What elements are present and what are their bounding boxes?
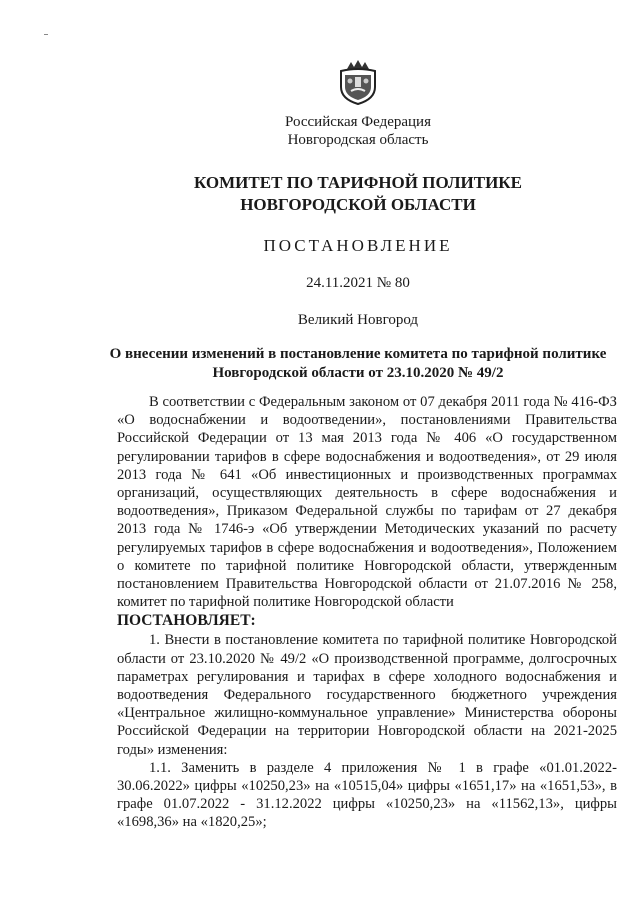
date-number: 24.11.2021 № 80 bbox=[306, 275, 410, 291]
header-country: Российская Федерация bbox=[285, 114, 431, 130]
document-type: ПОСТАНОВЛЕНИЕ bbox=[263, 236, 453, 255]
item-1-1-paragraph: 1.1. Заменить в разделе 4 приложения № 1 в графе «01.01.2022-30.06.2022» цифры «10250,23» на «10515,04» цифры «1651,17» на «1651,53», в графе 01.07.2022 - 31.12.2022 цифры «10250,23» на «11562,13», цифры «1698,36» на «1820,25»; bbox=[117, 759, 617, 831]
subject-text: О внесении изменений в постановление комитета по тарифной политике Новгородской области от 23.10.2020 № 49/2 bbox=[109, 346, 607, 381]
coat-of-arms-icon bbox=[333, 57, 383, 107]
decree-word: ПОСТАНОВЛЯЕТ: bbox=[117, 612, 256, 630]
committee-title bbox=[38, 172, 640, 216]
subject bbox=[38, 345, 640, 383]
place: Великий Новгород bbox=[297, 312, 419, 328]
scan-mark bbox=[44, 34, 48, 35]
header-region: Новгородская область bbox=[287, 132, 429, 148]
item-1-paragraph: 1. Внести в постановление комитета по тарифной политике Новгородской области от 23.10.2020 № 49/2 «О производственной программе, долгосрочных параметрах регулирования и тарифах в сфере холодного водоснабжения и водоотведения Федерального государственного бюджетного учреждения «Центральное жилищно-коммунальное управление» Министерства обороны Российской Федерации на территории Новгородской области на 2021-2025 годы» изменения: bbox=[117, 632, 617, 758]
preamble-paragraph: В соответствии с Федеральным законом от 07 декабря 2011 года № 416-ФЗ «О водоснабжении и водоотведении», постановлениями Правительства Российской Федерации от 13 мая 2013 года № 406 «О государственном регулировании тарифов в сфере водоснабжения и водоотведения», от 29 июля 2013 года № 641 «Об инвестиционных и производственных программах организаций, осуществляющих деятельность в сфере водоснабжения и водоотведения», Приказом Федеральной службы по тарифам от 27 декабря 2013 года № 1746-э «Об утверждении Методических указаний по расчету регулируемых тарифов в сфере водоснабжения и водоотведения», Положением о комитете по тарифной политике Новгородской области, утвержденным постановлением Правительства Новгородской области от 21.07.2016 № 258, комитет по тарифной политике Новгородской области bbox=[117, 394, 617, 611]
committee-title-text: КОМИТЕТ ПО ТАРИФНОЙ ПОЛИТИКЕ НОВГОРОДСКОЙ ОБЛАСТИ bbox=[194, 173, 522, 214]
document-body bbox=[117, 393, 617, 832]
